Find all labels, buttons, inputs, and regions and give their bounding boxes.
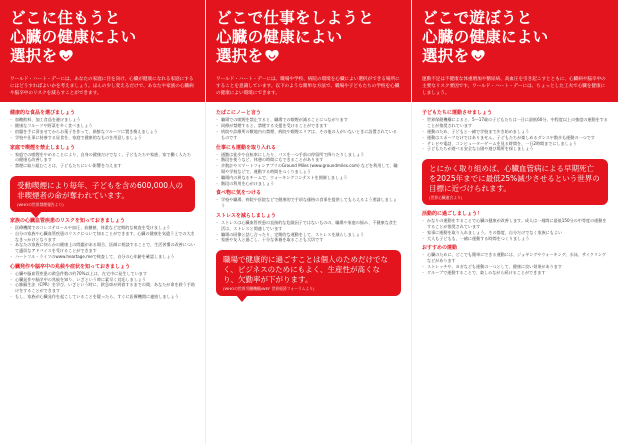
list-item: ・ ストレッチや、ヨガなども運動の一つとして、健康に良い効果があります xyxy=(422,264,608,270)
list-item: ・ 子どもたちが遊べる安全な公園や遊び場所を探しましょう xyxy=(422,146,608,152)
list-item: ・ 禁煙に取り組むことは、子どもたちにいい影響を与えます xyxy=(10,163,195,169)
list-item: ・ 加糖飲料、加工食品を避けましょう xyxy=(10,117,195,123)
list-item: ・ 健康なフルーツや野菜を多く食べましょう xyxy=(10,123,195,129)
callout-source: (WHOの世界禁煙報告より) xyxy=(17,201,64,207)
section-heading: 健康的な食品を選びましょう xyxy=(10,110,76,117)
column-play xyxy=(412,0,618,444)
list-item: ・ 同僚が禁煙すると、禁煙する支援を受けることができます xyxy=(216,123,401,129)
list-item: ・ 歩数計やスマートフォンアプリのGround Miles (www.groundmiles.com) などを利用して、職場や学校などで、運動する時間をつくりましょう xyxy=(216,163,401,175)
hero-banner xyxy=(206,0,411,76)
column-title: どこに住もうと 心臓の健康によい 選択を xyxy=(10,9,137,65)
list-item: ・ 世界保健機構によると、5〜17歳の子どもたちは一日に最低60分、中程度以上の強度の運動をすることが推奨されています xyxy=(422,117,608,129)
section-heading: 家族の心臓血管疾患のリスクを知っておきましょう xyxy=(10,217,125,224)
callout-box xyxy=(422,159,608,205)
section-heading: 食べ物に気をつける xyxy=(216,190,262,197)
list-item: ・ 階段を使うなど、休憩の時間にもできることがあります xyxy=(216,157,401,163)
section-heading: 心臓発作や脳卒中の兆候や症状を知っておきましょう xyxy=(10,263,131,270)
list-item: ・ 大人も子どもも、一緒に運動する時間をつくりましょう xyxy=(422,236,608,242)
callout-text: 職場で健康的に過ごすことは個人のためだけでなく、ビジネスのためにもよく、生産性が高くなり、欠勤率が下がります。 xyxy=(223,255,388,285)
section-heading: ストレスを減らしましょう xyxy=(216,212,276,219)
list-item: ・ 自分の家族や心臓血管疾患のリスクについて知ることができます。心臓の健康を気遣う上での大きなきっかけとなります xyxy=(10,231,195,243)
section-heading: 活動的に過ごしましょう！ xyxy=(422,211,483,218)
column-title: どこで遊ぼうと 心臓の健康によい 選択を xyxy=(422,9,549,65)
list-item: ・ 職場での喫煙を禁止すると、職場での喫煙が減ることにつながります xyxy=(216,117,401,123)
callout-box xyxy=(216,250,401,296)
intro-text: 運動不足は不健康な体重増加や糖尿病、高血圧を引き起こすとともに、心臓病や脳卒中の主要なリスク要因です。ワールド・ハート・デーには、ちょっとした工夫で心臓を健康にしましょう。 xyxy=(412,75,618,102)
list-item: ・ 心臓や脳血管疾患の救急件数の約70%以上は、在宅中に発生しています xyxy=(10,271,195,277)
callout-source: (WHOの世界労働機構/WEF 世界経済フォーラムより) xyxy=(223,286,315,292)
callout-text: とにかく取り組めば、心臓血管病による早期死亡を2025年までに最低25%減少させるという世界の目標に近づけられます。 xyxy=(429,164,600,194)
list-item: ・ 職場内の異なるチームで、ウォーキングコンテストを開催しましょう xyxy=(216,175,401,181)
list-item: ・ 学校や職場、病院や医院などで健康的で手頃な価格の食事を提供してもらえるよう要請しましょう xyxy=(216,197,401,209)
intro-text: ワールド・ハート・デーには、あなたの家庭に目を向け、心臓が健康になれる家庭にするにはどうすればよいかを考えましょう。ほんの少し変えるだけで、あなたや家族の心臓病や脳卒中のリスクを減らすことができます。 xyxy=(0,75,205,102)
heart-icon xyxy=(265,50,279,62)
section-heading: おすすめの運動 xyxy=(422,245,458,252)
list-item: ・ かなりの運動をすることで心臓の健康が改善します。成人は一週間に最低150分の中等度の運動をすることが推奨されています xyxy=(422,218,608,230)
list-item: ・ 医療機関でのコレステロールや血圧、血糖値、体重など定期的な検査を受けましょう xyxy=(10,225,195,231)
list-item: ・ 階段の利用を心がけましょう xyxy=(216,181,401,187)
hero-banner xyxy=(0,0,205,76)
list-item: ・ テレビや電話、コンピューターゲームを見る時間を、一日2時間までにしましょう xyxy=(422,141,608,147)
list-item: ・ 病院や診療所の敷地内の禁煙、病院や喫煙エリアは、その他の人がいないときに設置されているものです xyxy=(216,129,401,141)
list-item: ・ グループで運動することで、楽しみながら続けることができます xyxy=(422,270,608,276)
list-item: ・ 心肺蘇生法（CPR）を学び、いざという時に、救急車が到着するまでの間、あなたが命を救う手助けをすることができます xyxy=(10,282,195,294)
intro-text: ワールド・ハート・デーには、職場や学校、病院の環境を心臓によい選択ができる場所にすることを意識しています。以下のような簡単な方法で、職場や子どもたちの学校を心臓の健康によい環境にできます。 xyxy=(206,75,411,102)
list-item: ・ 家事に運動を取り入れましょう。その都度、自分だけでなく家族にもよい xyxy=(422,230,608,236)
section-heading: 子どもたちに運動させましょう xyxy=(422,110,493,117)
list-item: ・ 心臓発作や脳卒中の兆候を知り、いざという時に素早く対応しましょう xyxy=(10,277,195,283)
heart-icon xyxy=(471,50,485,62)
callout-text: 受動喫煙により毎年、子どもを含め600,000人の非喫煙者の命が奪われています。 xyxy=(17,180,184,200)
section-heading: たばこにノーと言う xyxy=(216,110,261,117)
callout-box xyxy=(10,176,195,212)
column-work xyxy=(206,0,412,444)
list-item: ・ 運動はスポーツだけではありません。子どもたちが楽しめるダンスや散歩も運動の一つです xyxy=(422,135,608,141)
list-item: ・ あなたの家族に何らかの健康上の問題がある場合、医師に相談することで、生活習慣の改善について適切なアドバイスを受けることができます xyxy=(10,242,195,254)
list-item: ・ ハートフル・ライフのwww.heartage.meで検査して、自分の心年齢を確認しましょう xyxy=(10,254,195,260)
list-item: ・ 学校や仕事に持参する昼食を、家庭で健康的なものを用意しましょう xyxy=(10,135,195,141)
hero-banner xyxy=(412,0,618,76)
heart-icon xyxy=(59,50,73,62)
list-item: ・ 運動のため、子どもと一緒で学校まで歩き始めましょう xyxy=(422,129,608,135)
callout-source: (世界心臓連合より) xyxy=(429,195,463,201)
list-item: ・ 宿題を手に済ませてからお菓子を作って、新鮮なフルーツに置き換えましょう xyxy=(10,129,195,135)
list-item: ・ 通勤は徒歩や自転車にしたり、バスを一つ手前の停留所で降りたりしましょう xyxy=(216,152,401,158)
list-item: ・ 家族や友人と過ごし、十分な休養を取ることも大切です xyxy=(216,237,401,243)
section-heading: 家庭で喫煙を禁止しましょう xyxy=(10,144,76,151)
column-title: どこで仕事をしようと 心臓の健康によい 選択を xyxy=(216,9,375,65)
list-item: ・ ストレスは心臓血管疾患の直接的な危険因子ではないものの、職場や家庭の悩み、不健康な食生活は、ストレスと関連しています xyxy=(216,220,401,232)
list-item: ・ もし、家族が心臓発作を起こしていることを疑ったら、すぐに医療機関に連絡しましょう xyxy=(10,294,195,300)
list-item: ・ 職場の同僚と話し合ったり、定期的な運動をして、ストレスを減らしましょう xyxy=(216,232,401,238)
list-item: ・ 心臓のために、どこでも簡単にできる運動には、ジョギングやウォーキング、水泳、サイクリングなどがあります xyxy=(422,252,608,264)
column-home xyxy=(0,0,206,444)
list-item: ・ 家庭での喫煙をやめることにより、自身の健康だけでなく、子どもたちや家族、家で働く人たちの健康も改善します xyxy=(10,152,195,164)
section-heading: 仕事にも運動を取り入れる xyxy=(216,144,277,151)
